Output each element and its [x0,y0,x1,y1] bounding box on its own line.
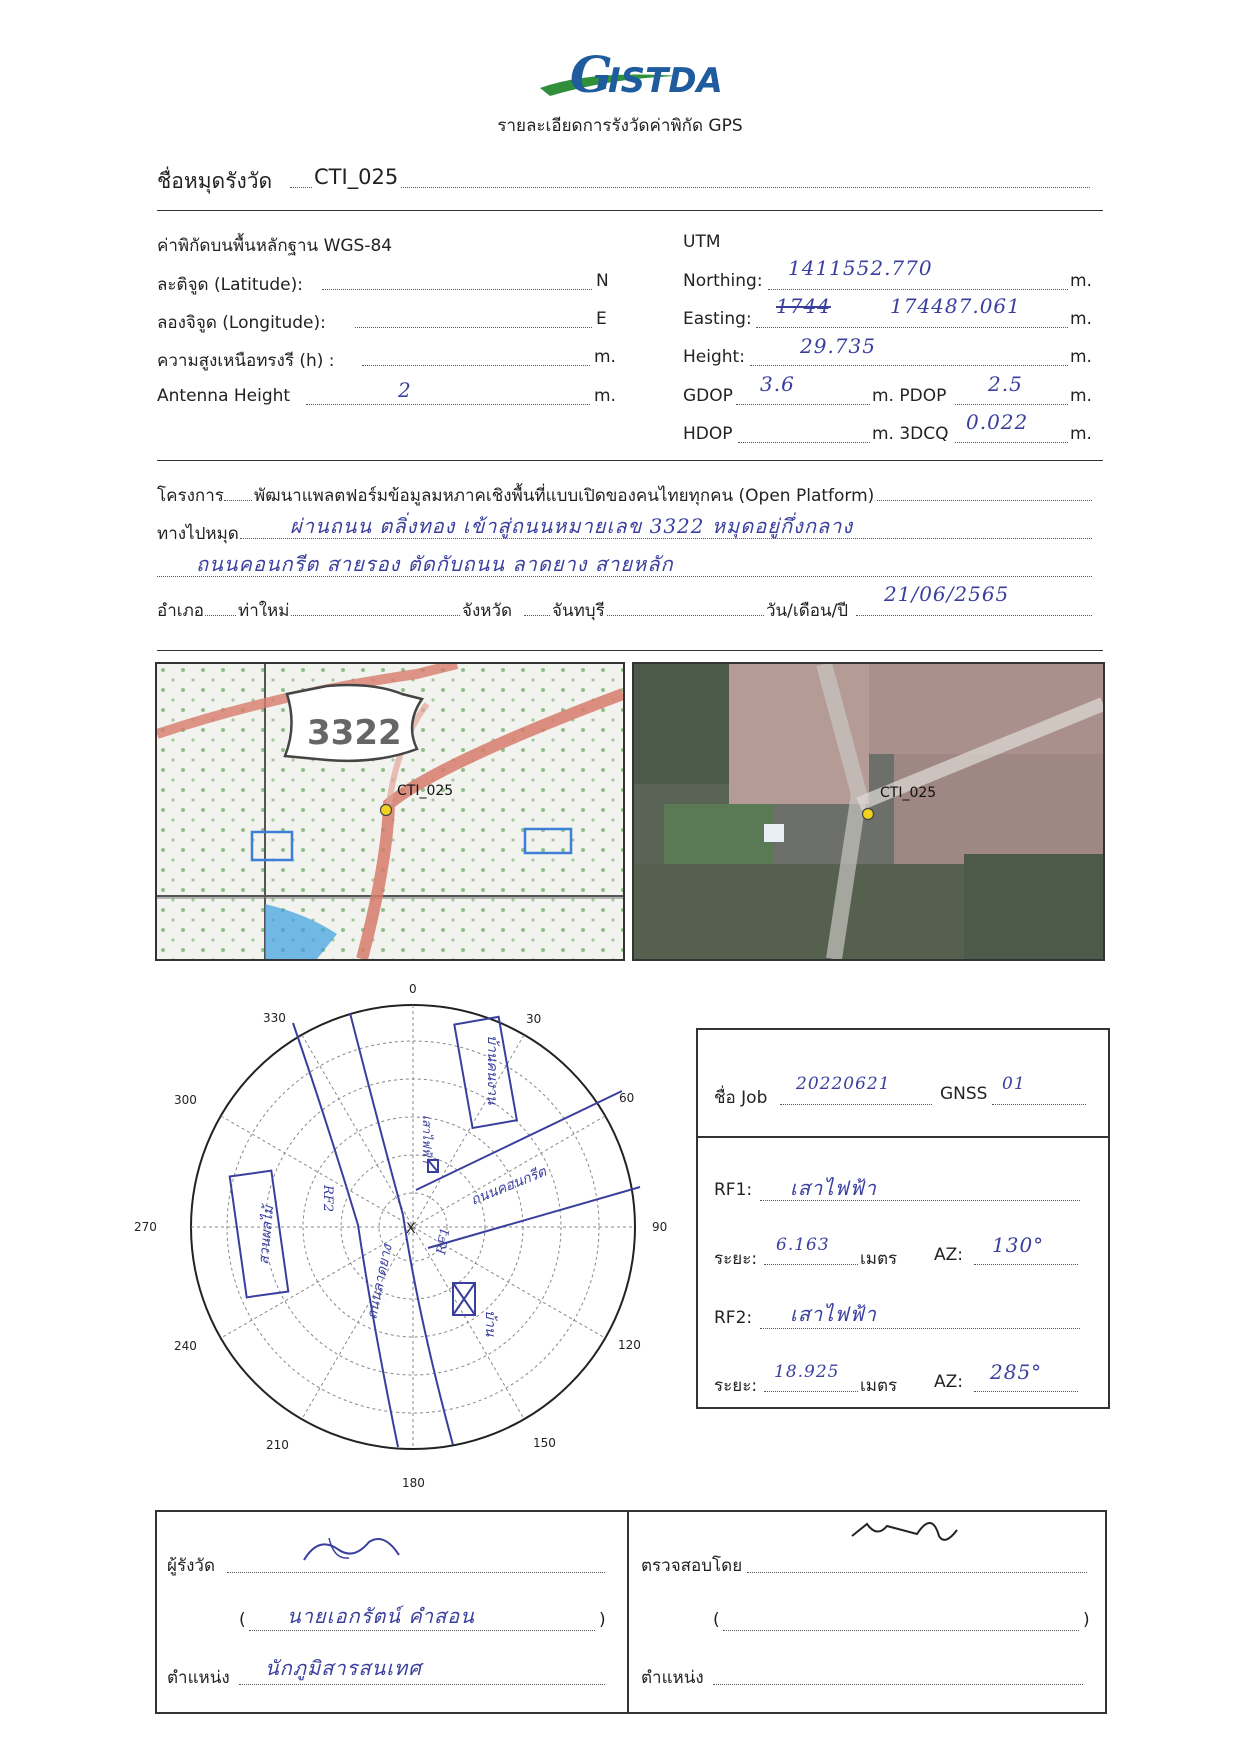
station-name-label: ชื่อหมุดรังวัด [157,169,273,193]
date-value: 21/06/2565 [884,582,1010,606]
deg-240: 240 [174,1339,197,1353]
rf2-distance-value: 18.925 [774,1362,840,1382]
deg-90: 90 [652,1220,668,1234]
surveyor-position-label: ตำแหน่ง [167,1668,230,1688]
rf1-az-value: 130° [992,1233,1045,1257]
district-value: ท่าใหม่ [236,597,291,624]
rf1-az-label: AZ: [934,1245,964,1265]
province-label: จังหวัด [462,601,513,621]
antenna-height-label: Antenna Height [157,386,291,406]
height-unit: m. [1070,347,1092,367]
gnss-label: GNSS [940,1084,988,1104]
rf1-value: เสาไฟฟ้า [790,1176,877,1200]
project-label: โครงการ [157,486,224,506]
deg-180: 180 [402,1476,425,1490]
rf2-distance-label: ระยะ: [714,1376,758,1396]
deg-270: 270 [134,1220,157,1234]
sketch-worker-house: บ้านคนงาน [484,1035,500,1105]
surveyor-name: นายเอกรัตน์ คำสอน [287,1604,475,1628]
northing-label: Northing: [683,271,763,291]
surveyor-open-paren: ( [239,1610,246,1630]
logo-text: ISTDA [608,61,723,101]
job-info-box [696,1028,1110,1409]
height-value: 29.735 [800,334,876,358]
job-value: 20220621 [796,1074,891,1094]
header [0,40,1240,140]
checker-position-label: ตำแหน่ง [641,1668,704,1688]
easting-unit: m. [1070,309,1092,329]
antenna-height-unit: m. [594,386,616,406]
northing-value: 1411552.770 [788,256,933,280]
orthophoto-graphic [634,664,1103,959]
northing-unit: m. [1070,271,1092,291]
route-line2: ถนนคอนกรีต สายรอง ตัดกับถนน ลาดยาง สายหลัก [196,552,674,576]
hdop-label: HDOP [683,424,733,444]
checker-label: ตรวจสอบโดย [641,1556,743,1576]
ellipsoid-height-label: ความสูงเหนือทรงรี (h) : [157,351,335,371]
deg-0: 0 [409,982,417,996]
sky-plot-degree-labels [134,982,667,1490]
sketch-rf2: RF2 [320,1185,335,1213]
rf2-az-label: AZ: [934,1372,964,1392]
rf2-az-value: 285° [990,1360,1043,1384]
rf2-label: RF2: [714,1308,753,1328]
deg-150: 150 [533,1436,556,1450]
dcq-label: m. 3DCQ [872,424,949,444]
latitude-unit: N [596,271,609,291]
rf1-label: RF1: [714,1180,753,1200]
deg-330: 330 [263,1011,286,1025]
ellipsoid-height-unit: m. [594,347,616,367]
latitude-label: ละติจูด (Latitude): [157,275,303,295]
rf1-distance-value: 6.163 [776,1235,830,1255]
project-value: พัฒนาแพลตฟอร์มข้อมูลมหภาคเชิงพื้นที่แบบเปิดของคนไทยทุกคน (Open Platform) [252,482,876,509]
pdop-label: m. PDOP [872,386,947,406]
surveyor-position: นักภูมิสารสนเทศ [265,1656,422,1680]
longitude-unit: E [596,309,607,329]
easting-value: 174487.061 [890,294,1021,318]
rf2-unit: เมตร [860,1376,898,1396]
province-value: จันทบุรี [550,597,607,624]
date-label: วัน/เดือน/ปี [766,601,849,621]
longitude-label: ลองจิจูด (Longitude): [157,313,326,333]
sketch-power-pole: เสาไฟฟ้า [420,1115,434,1163]
sketch-labels [255,1035,550,1337]
ortho-point-label: CTI_025 [880,785,937,801]
sketch-concrete-road: ถนนคอนกรีต [468,1163,549,1209]
topo-point-label: CTI_025 [397,783,454,799]
deg-30: 30 [526,1012,542,1026]
easting-struck-value: 1744 [776,294,831,318]
deg-60: 60 [619,1091,635,1105]
orthophoto-map [632,662,1105,961]
dcq-value: 0.022 [966,410,1029,434]
rf1-distance-label: ระยะ: [714,1249,758,1269]
district-label: อำเภอ [157,601,204,621]
gdop-label: GDOP [683,386,733,406]
road-shield-number: 3322 [307,713,402,753]
checker-open-paren: ( [713,1610,720,1630]
route-label: ทางไปหมุด [157,524,239,544]
easting-label: Easting: [683,309,752,329]
gdop-value: 3.6 [760,372,795,396]
job-label: ชื่อ Job [714,1088,768,1108]
deg-120: 120 [618,1338,641,1352]
pdop-unit: m. [1070,386,1092,406]
pdop-value: 2.5 [988,372,1023,396]
sky-plot [118,965,698,1505]
signature-box [155,1510,1107,1714]
document-subtitle: รายละเอียดการรังวัดค่าพิกัด GPS [497,116,743,136]
sketch-paved-road: ถนนลาดยาง [364,1243,396,1321]
sketch-house: บ้าน [482,1310,498,1337]
gnss-value: 01 [1002,1074,1026,1094]
svg-text:G: G [570,45,613,104]
surveyor-signature [299,1530,409,1570]
sketch-rf1: RF1 [434,1226,454,1256]
checker-close-paren: ) [1083,1610,1090,1630]
dcq-unit: m. [1070,424,1092,444]
deg-300: 300 [174,1093,197,1107]
sketch-orchard: สวนผลไม้ [256,1205,278,1266]
route-line1: ผ่านถนน ตลิ่งทอง เข้าสู่ถนนหมายเลข 3322 หมุดอยู่กึ่งกลาง [290,514,854,538]
rf1-unit: เมตร [860,1249,898,1269]
surveyor-close-paren: ) [599,1610,606,1630]
topographic-map [155,662,625,961]
checker-signature [847,1506,977,1556]
antenna-height-value: 2 [398,378,412,402]
gistda-logo [530,40,740,110]
wgs84-title: ค่าพิกัดบนพื้นหลักฐาน WGS-84 [157,236,393,256]
rf2-value: เสาไฟฟ้า [790,1302,877,1326]
utm-title: UTM [683,232,721,252]
deg-210: 210 [266,1438,289,1452]
surveyor-label: ผู้รังวัด [167,1556,215,1576]
height-label: Height: [683,347,745,367]
topographic-map-graphic [157,664,623,959]
sky-plot-center-mark: X [406,1221,416,1237]
station-name-value: CTI_025 [314,165,399,189]
